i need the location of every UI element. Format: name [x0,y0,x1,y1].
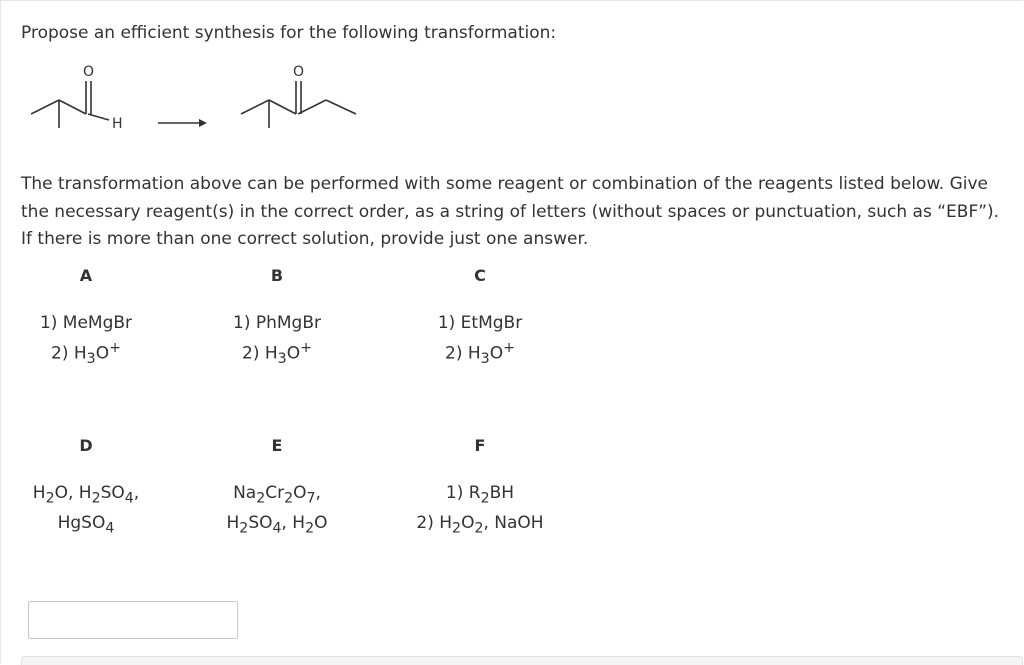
option-a-reagents: 1) MeMgBr 2) $H_3O^+$ [39,313,133,368]
option-f-letter: F [474,436,486,455]
option-e-letter: E [271,436,283,455]
option-c-reagents: 1) EtMgBr 2) $H_3O^+$ [437,313,523,368]
answer-input[interactable] [28,601,238,639]
bottom-bar [21,656,1023,665]
reaction-scheme [31,56,371,146]
question-instructions: The transformation above can be performed with some reagent or combination of the reagents listed below. Give the necessary reagent(s) in the correct order, as a string of letters (without spaces or punctuation, such as “EBF”). If there is more than one correct solution, provide just one answer. [21,174,1000,249]
option-d-reagents: $H_2O$, $H_2SO_4$, HgSO$_4$ [32,483,140,537]
option-f-reagents: 1) $R_2BH$ 2) $H_2O_2$, NaOH [416,483,544,537]
starting-material-structure [31,64,123,132]
option-b-letter: B [270,266,284,285]
option-b-reagents: 1) PhMgBr 2) $H_3O^+$ [233,313,321,368]
reaction-arrow [158,119,207,127]
option-c-letter: C [474,266,486,285]
product-structure [241,64,356,128]
start-oxygen-label: O [83,64,95,80]
product-oxygen-label: O [293,64,305,80]
option-e-reagents: $Na_2Cr_2O_7$, $H_2SO_4$, $H_2O$ [226,483,328,537]
option-d-letter: D [79,436,93,455]
question-prompt: Propose an efficient synthesis for the following transformation: [21,23,557,43]
start-hydrogen-label: H [112,116,123,132]
option-a-letter: A [79,266,93,285]
